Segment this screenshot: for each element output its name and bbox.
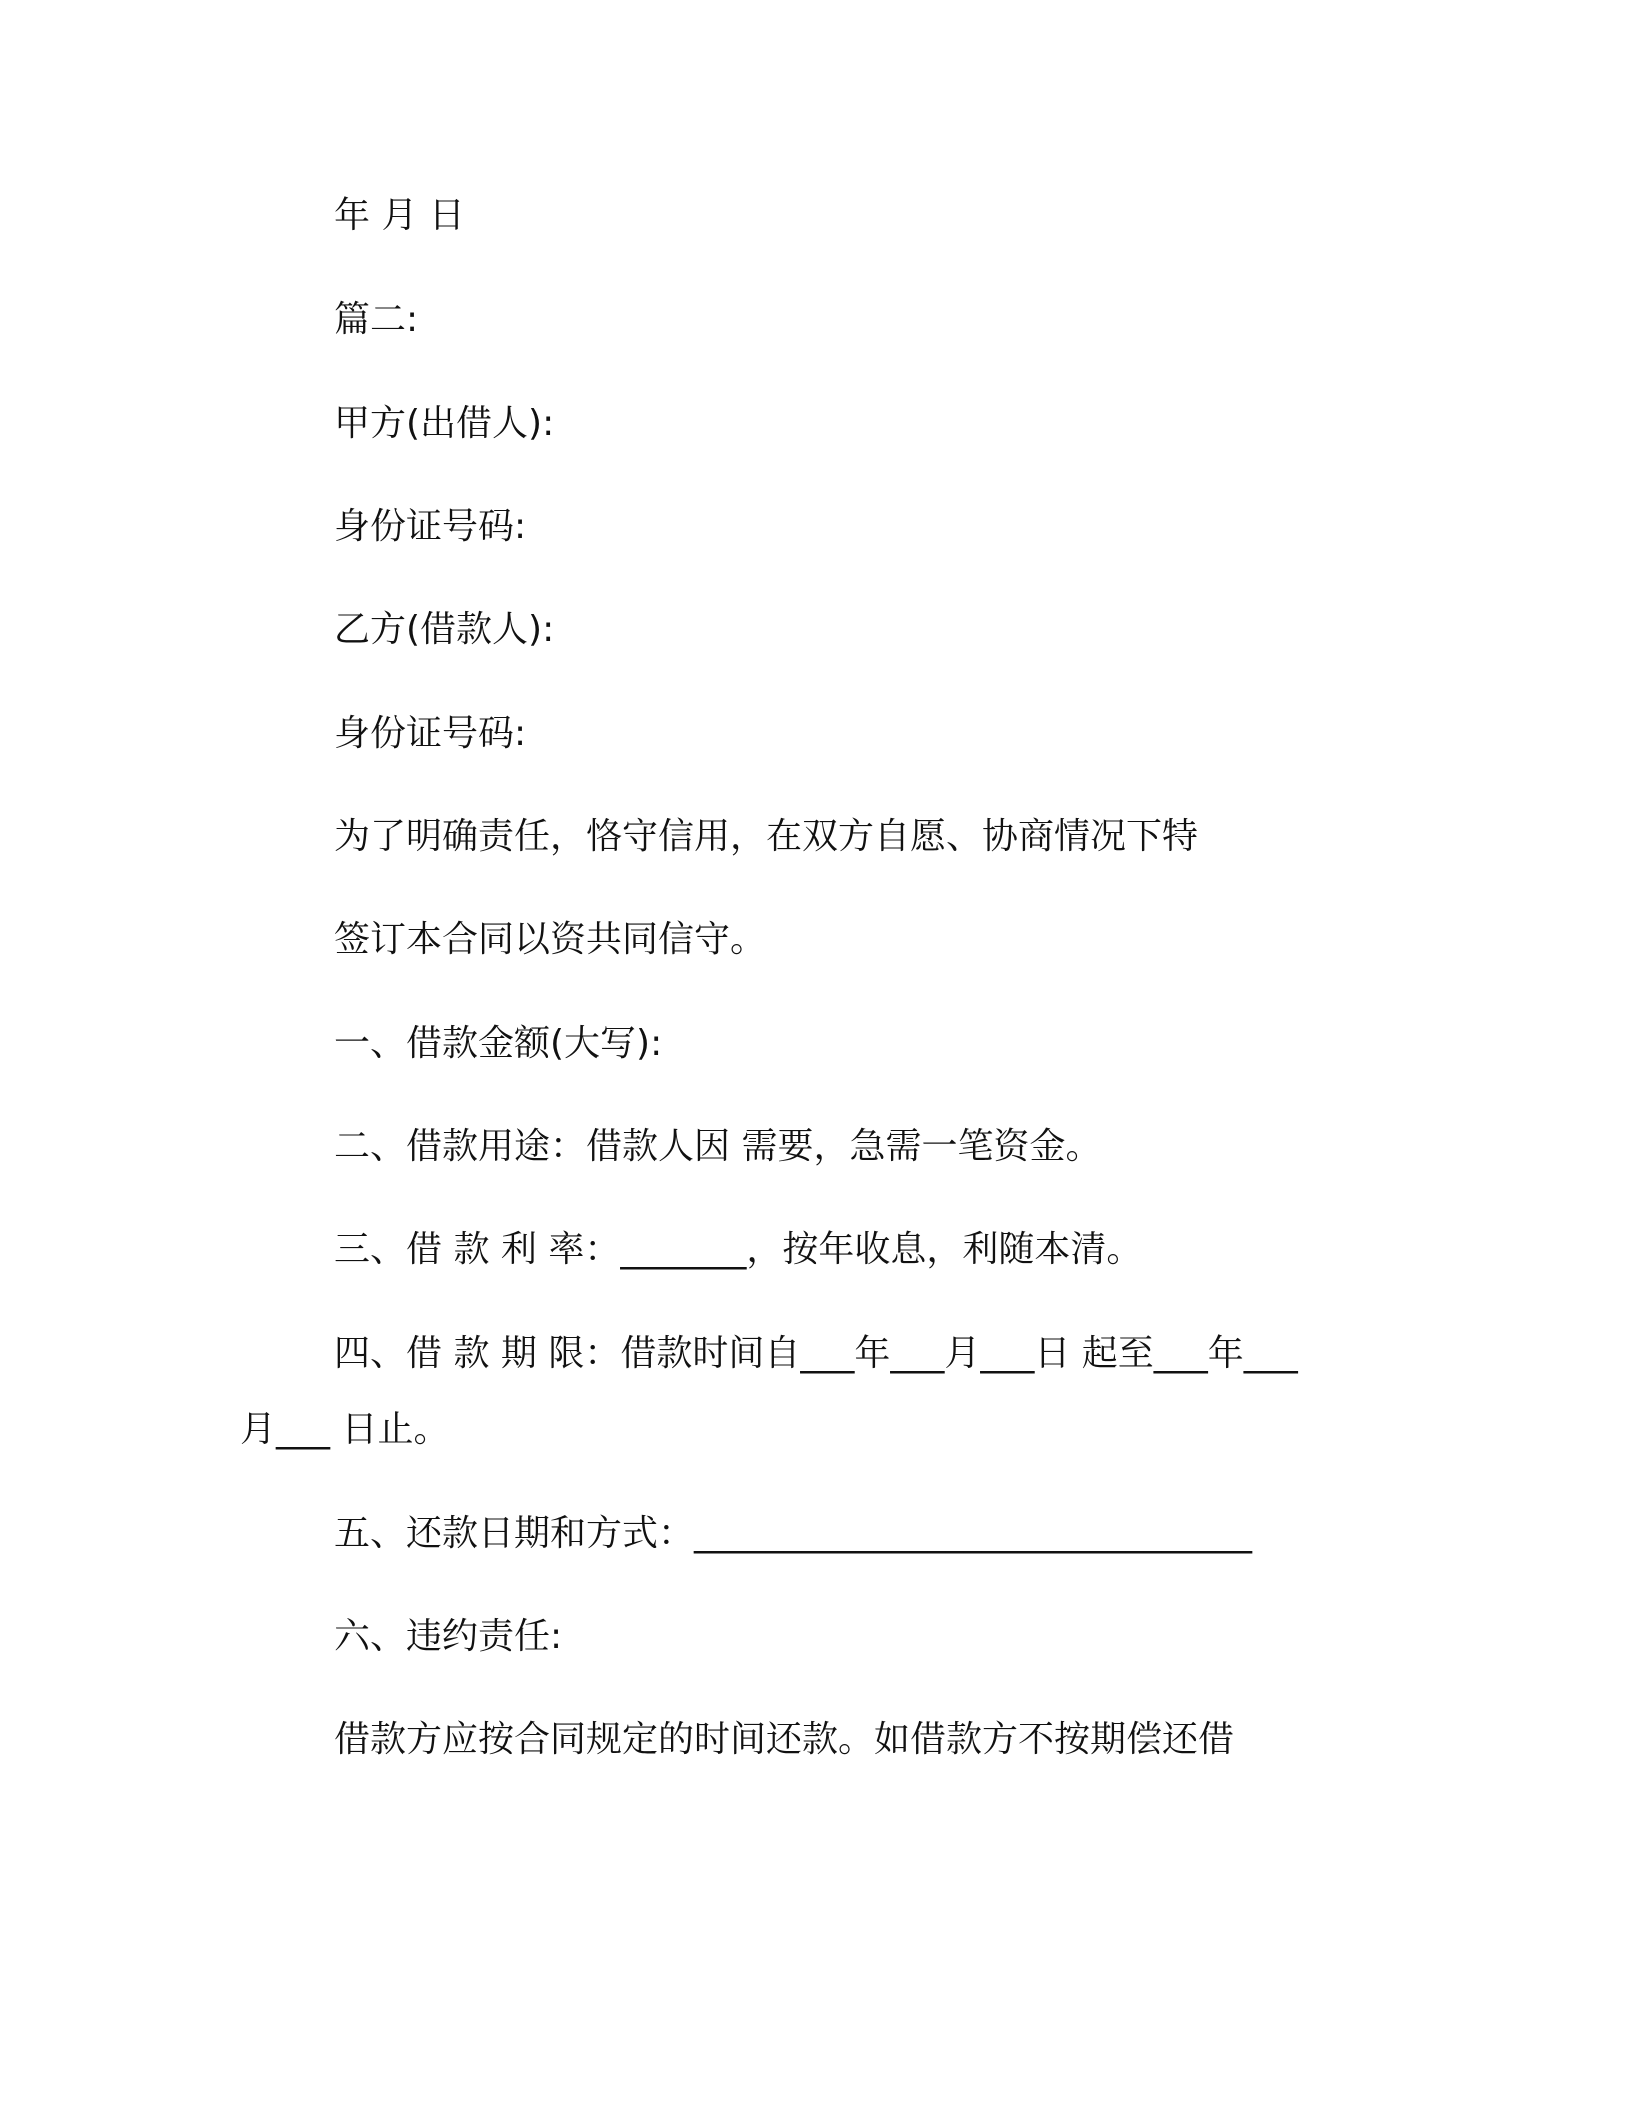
- clause-4-line-1: 四、借 款 期 限：借款时间自___年___月___日 起至___年___: [334, 1333, 1298, 1374]
- clause-6-line: 六、违约责任:: [334, 1616, 563, 1657]
- clause-6-text-line: 借款方应按合同规定的时间还款。如借款方不按期偿还借: [334, 1719, 1235, 1760]
- clause-2-line: 二、借款用途：借款人因 需要，急需一笔资金。: [334, 1126, 1102, 1167]
- section-title: 篇二:: [334, 299, 419, 340]
- party-b-line: 乙方(借款人):: [334, 609, 555, 650]
- party-a-id-line: 身份证号码:: [334, 506, 527, 547]
- intro-line-1: 为了明确责任，恪守信用，在双方自愿、协商情况下特: [334, 816, 1199, 857]
- clause-3-line: 三、借 款 利 率：_______，按年收息，利随本清。: [334, 1229, 1143, 1270]
- date-line: 年 月 日: [334, 195, 465, 236]
- clause-4-line-2: 月___ 日止。: [240, 1409, 450, 1450]
- intro-line-2: 签订本合同以资共同信守。: [334, 919, 767, 960]
- clause-5-line: 五、还款日期和方式：_______________________________: [334, 1513, 1253, 1554]
- clause-1-line: 一、借款金额(大写):: [334, 1023, 663, 1064]
- party-b-id-line: 身份证号码:: [334, 713, 527, 754]
- party-a-line: 甲方(出借人):: [334, 403, 555, 444]
